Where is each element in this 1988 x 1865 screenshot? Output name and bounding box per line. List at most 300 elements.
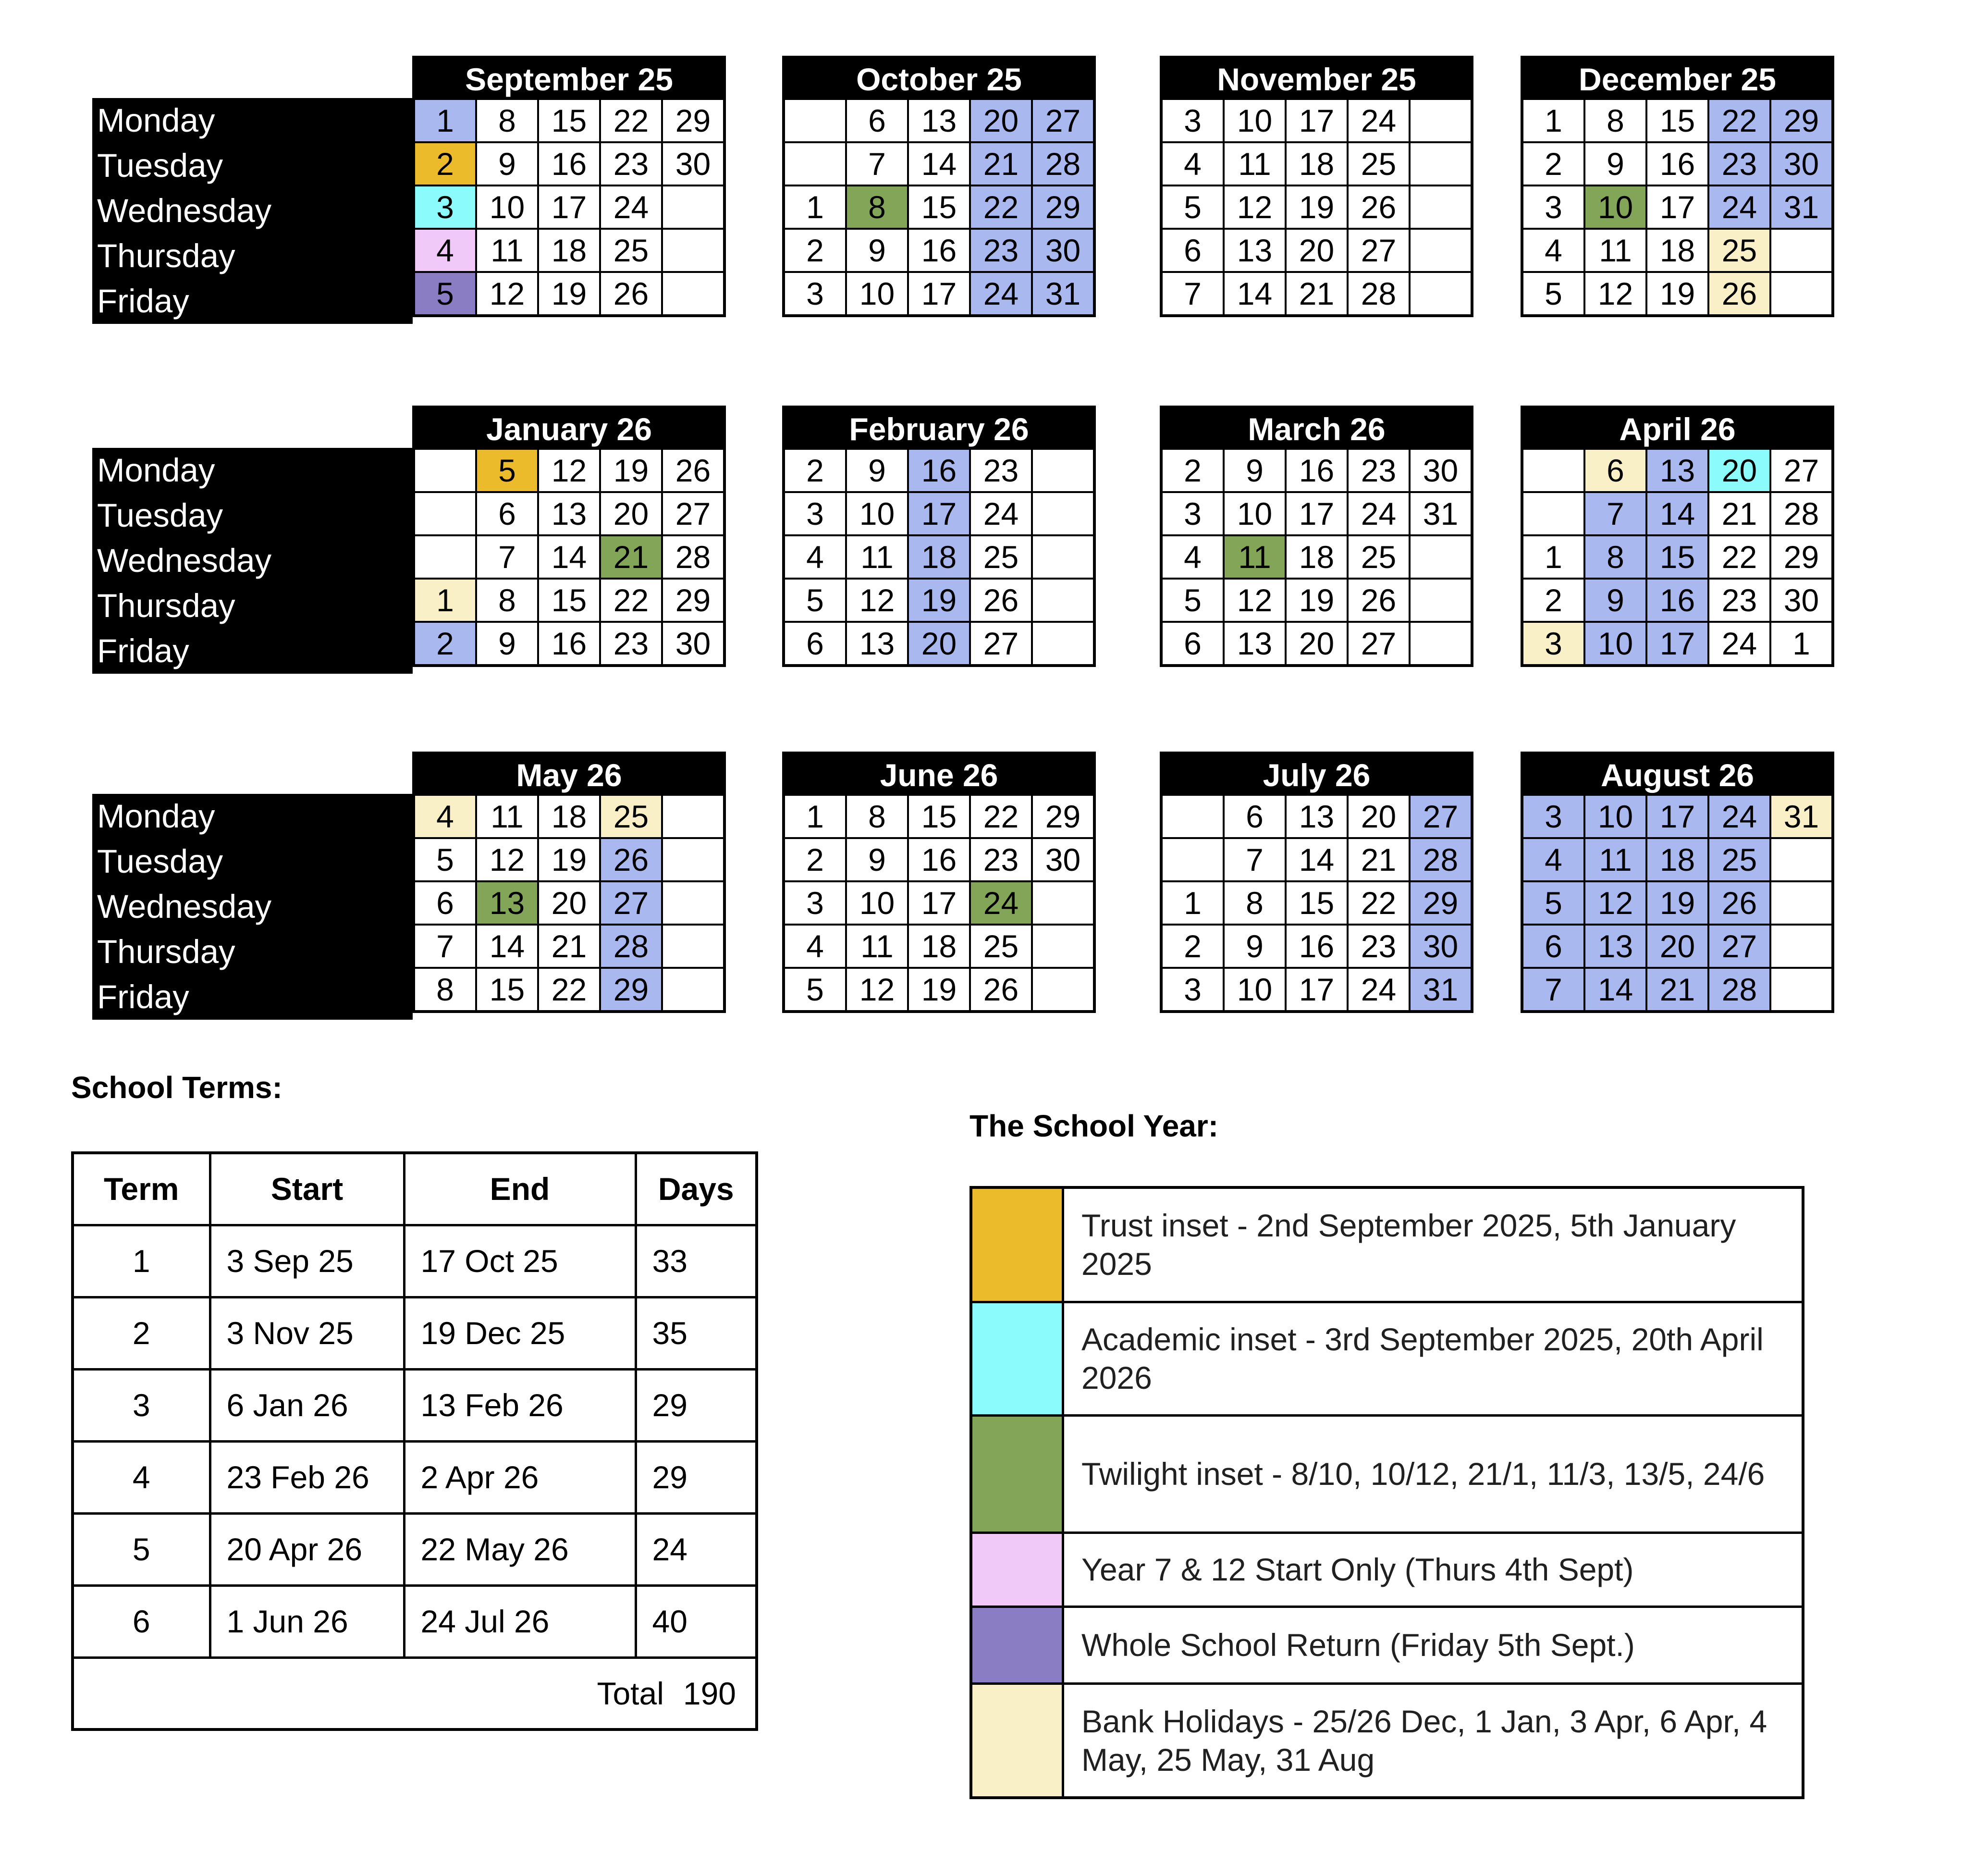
weekday-row	[1522, 535, 1833, 579]
day-cell: 1	[1522, 99, 1584, 142]
day-cell: 18	[1286, 535, 1348, 579]
day-cell: 17	[908, 881, 970, 925]
day-cell: 2	[1522, 579, 1584, 622]
day-label: Thursday	[92, 234, 413, 279]
month-grid	[782, 794, 1096, 1013]
month-title: January 26	[412, 406, 726, 448]
month-title: March 26	[1160, 406, 1473, 448]
month-calendar	[412, 406, 726, 667]
day-cell: 28	[662, 535, 724, 579]
day-cell: 24	[970, 272, 1032, 316]
weekday-row	[784, 579, 1094, 622]
day-cell: 12	[1584, 881, 1646, 925]
day-cell: 16	[1646, 142, 1708, 185]
day-cell: 20	[1646, 925, 1708, 968]
day-cell: 20	[600, 492, 662, 535]
day-cell: 22	[600, 99, 662, 142]
day-cell	[662, 838, 724, 881]
day-cell: 23	[970, 838, 1032, 881]
day-cell: 31	[1410, 968, 1472, 1012]
weekday-row	[784, 272, 1094, 316]
day-cell: 20	[1708, 449, 1770, 492]
terms-table	[71, 1151, 758, 1731]
day-cell: 16	[538, 622, 600, 666]
term-cell: 29	[636, 1441, 757, 1513]
weekday-row	[414, 838, 724, 881]
weekday-row	[784, 185, 1094, 229]
weekday-row	[784, 881, 1094, 925]
day-cell: 4	[414, 795, 476, 838]
day-cell: 19	[538, 838, 600, 881]
day-cell	[1410, 142, 1472, 185]
month-title: September 25	[412, 56, 726, 98]
weekday-row	[1161, 272, 1472, 316]
day-cell: 16	[1286, 449, 1348, 492]
weekday-row	[1161, 579, 1472, 622]
day-cell: 12	[476, 838, 538, 881]
day-cell: 27	[1032, 99, 1094, 142]
day-cell: 12	[1224, 579, 1286, 622]
weekday-row	[1522, 838, 1833, 881]
day-cell: 25	[600, 229, 662, 272]
day-cell	[414, 535, 476, 579]
day-label: Friday	[92, 975, 413, 1020]
day-cell: 29	[1032, 795, 1094, 838]
weekday-row	[784, 492, 1094, 535]
weekday-row	[1522, 968, 1833, 1012]
day-cell	[1522, 492, 1584, 535]
day-cell: 29	[662, 99, 724, 142]
term-row	[73, 1441, 757, 1513]
day-cell: 17	[1646, 622, 1708, 666]
day-cell: 8	[1584, 99, 1646, 142]
day-cell: 3	[1522, 185, 1584, 229]
day-cell	[1770, 925, 1833, 968]
day-cell: 12	[476, 272, 538, 316]
day-cell: 5	[1522, 272, 1584, 316]
day-cell: 6	[784, 622, 846, 666]
day-cell: 30	[662, 142, 724, 185]
day-cell: 6	[1584, 449, 1646, 492]
day-cell: 16	[538, 142, 600, 185]
day-cell: 28	[1770, 492, 1833, 535]
day-cell	[1032, 622, 1094, 666]
day-cell: 8	[414, 968, 476, 1012]
day-cell: 14	[908, 142, 970, 185]
day-cell: 26	[970, 968, 1032, 1012]
day-cell	[1410, 272, 1472, 316]
weekday-row	[1522, 185, 1833, 229]
day-cell: 10	[846, 492, 908, 535]
month-grid	[1521, 98, 1834, 317]
day-cell: 25	[600, 795, 662, 838]
day-cell: 30	[1770, 142, 1833, 185]
legend-row	[971, 1187, 1803, 1302]
day-cell	[1410, 99, 1472, 142]
day-cell: 27	[600, 881, 662, 925]
day-cell: 11	[846, 535, 908, 579]
term-cell: 2 Apr 26	[404, 1441, 636, 1513]
day-cell: 3	[1161, 492, 1224, 535]
weekday-row	[1522, 492, 1833, 535]
day-cell: 30	[1032, 838, 1094, 881]
day-cell: 29	[1032, 185, 1094, 229]
day-cell	[1032, 535, 1094, 579]
total-value: 190	[683, 1675, 736, 1711]
day-cell: 2	[784, 838, 846, 881]
weekday-row	[784, 142, 1094, 185]
day-cell: 6	[1522, 925, 1584, 968]
day-label: Friday	[92, 629, 413, 674]
month-grid	[1521, 794, 1834, 1013]
day-cell: 7	[1522, 968, 1584, 1012]
day-cell	[1770, 272, 1833, 316]
day-cell: 1	[414, 579, 476, 622]
day-cell: 2	[414, 142, 476, 185]
day-cell: 3	[784, 272, 846, 316]
month-title: December 25	[1521, 56, 1834, 98]
weekday-row	[784, 622, 1094, 666]
day-cell: 25	[970, 925, 1032, 968]
day-cell: 11	[846, 925, 908, 968]
weekday-row	[1161, 449, 1472, 492]
legend-title: The School Year:	[969, 1109, 1219, 1143]
weekday-row	[414, 579, 724, 622]
day-cell: 18	[908, 925, 970, 968]
weekday-row	[1522, 579, 1833, 622]
day-cell: 26	[1348, 579, 1410, 622]
day-cell: 7	[846, 142, 908, 185]
day-cell: 17	[1286, 99, 1348, 142]
day-cell: 5	[1161, 579, 1224, 622]
day-cell: 15	[1646, 535, 1708, 579]
day-cell: 1	[784, 185, 846, 229]
day-cell	[1770, 968, 1833, 1012]
month-grid	[782, 448, 1096, 667]
weekday-row	[784, 795, 1094, 838]
month-grid	[1160, 794, 1473, 1013]
day-cell: 11	[1584, 229, 1646, 272]
day-cell: 27	[1708, 925, 1770, 968]
weekday-row	[1161, 838, 1472, 881]
weekday-row	[1161, 622, 1472, 666]
day-cell: 22	[970, 185, 1032, 229]
weekday-row	[414, 449, 724, 492]
day-cell: 20	[908, 622, 970, 666]
day-cell	[1161, 838, 1224, 881]
legend-text: Twilight inset - 8/10, 10/12, 21/1, 11/3, 13/5, 24/6	[1063, 1415, 1803, 1532]
day-cell: 15	[908, 185, 970, 229]
day-cell: 18	[1286, 142, 1348, 185]
day-cell: 18	[1646, 838, 1708, 881]
term-cell: 3 Sep 25	[210, 1225, 404, 1297]
day-cell: 24	[970, 881, 1032, 925]
day-cell	[1522, 449, 1584, 492]
day-cell: 3	[1161, 99, 1224, 142]
day-cell: 24	[1348, 492, 1410, 535]
term-cell: 19 Dec 25	[404, 1297, 636, 1369]
day-cell	[1410, 535, 1472, 579]
weekday-row	[784, 229, 1094, 272]
day-cell	[414, 449, 476, 492]
day-cell: 17	[908, 492, 970, 535]
day-cell: 13	[908, 99, 970, 142]
legend-swatch	[971, 1302, 1063, 1415]
term-cell: 6 Jan 26	[210, 1369, 404, 1441]
weekday-row	[414, 968, 724, 1012]
month-title: February 26	[782, 406, 1096, 448]
day-cell	[1410, 229, 1472, 272]
day-cell: 7	[414, 925, 476, 968]
day-cell: 3	[1522, 622, 1584, 666]
day-cell: 28	[1410, 838, 1472, 881]
term-row	[73, 1585, 757, 1657]
day-cell: 19	[908, 968, 970, 1012]
legend-row	[971, 1532, 1803, 1606]
legend-text: Year 7 & 12 Start Only (Thurs 4th Sept)	[1063, 1532, 1803, 1606]
day-cell: 17	[1646, 795, 1708, 838]
weekday-row	[1522, 795, 1833, 838]
weekday-row	[1161, 185, 1472, 229]
day-cell	[662, 795, 724, 838]
weekday-row	[1161, 229, 1472, 272]
legend-table	[969, 1186, 1804, 1799]
day-cell: 10	[1224, 492, 1286, 535]
legend-row	[971, 1683, 1803, 1798]
day-cell: 5	[476, 449, 538, 492]
day-cell	[1032, 925, 1094, 968]
legend-text: Trust inset - 2nd September 2025, 5th January 2025	[1063, 1187, 1803, 1302]
day-cell: 1	[1161, 881, 1224, 925]
weekday-row	[414, 881, 724, 925]
day-cell: 4	[784, 535, 846, 579]
day-cell: 16	[1646, 579, 1708, 622]
weekday-row	[414, 795, 724, 838]
day-cell: 18	[908, 535, 970, 579]
legend-text: Whole School Return (Friday 5th Sept.)	[1063, 1606, 1803, 1683]
term-cell: 29	[636, 1369, 757, 1441]
day-cell: 6	[1161, 229, 1224, 272]
day-cell: 7	[1224, 838, 1286, 881]
day-cell: 26	[600, 272, 662, 316]
day-cell: 28	[1032, 142, 1094, 185]
day-cell: 3	[784, 881, 846, 925]
day-cell: 15	[476, 968, 538, 1012]
day-cell	[662, 968, 724, 1012]
day-cell: 2	[784, 229, 846, 272]
day-cell: 12	[1584, 272, 1646, 316]
day-cell: 16	[908, 229, 970, 272]
day-cell: 27	[1770, 449, 1833, 492]
day-cell: 3	[414, 185, 476, 229]
day-cell: 8	[846, 185, 908, 229]
day-cell: 18	[1646, 229, 1708, 272]
day-cell: 13	[1584, 925, 1646, 968]
day-cell: 24	[1348, 968, 1410, 1012]
day-cell: 16	[908, 838, 970, 881]
legend-swatch	[971, 1683, 1063, 1798]
day-cell: 20	[1286, 622, 1348, 666]
day-cell: 20	[1286, 229, 1348, 272]
day-cell: 6	[846, 99, 908, 142]
weekday-row	[784, 925, 1094, 968]
month-calendar	[412, 752, 726, 1013]
day-cell: 4	[1522, 229, 1584, 272]
day-cell: 9	[846, 838, 908, 881]
day-cell: 6	[1161, 622, 1224, 666]
legend-text: Bank Holidays - 25/26 Dec, 1 Jan, 3 Apr, 6 Apr, 4 May, 25 May, 31 Aug	[1063, 1683, 1803, 1798]
day-cell: 11	[476, 229, 538, 272]
day-cell: 11	[1224, 535, 1286, 579]
day-cell: 13	[1224, 622, 1286, 666]
term-cell: 3	[73, 1369, 210, 1441]
day-cell: 23	[970, 229, 1032, 272]
day-label: Thursday	[92, 929, 413, 975]
term-cell: 24	[636, 1513, 757, 1585]
day-cell: 20	[538, 881, 600, 925]
day-label: Wednesday	[92, 884, 413, 929]
day-label: Friday	[92, 279, 413, 324]
day-cell	[1032, 492, 1094, 535]
day-cell: 25	[1708, 838, 1770, 881]
day-cell: 27	[970, 622, 1032, 666]
month-calendar	[1160, 752, 1473, 1013]
day-cell: 17	[1646, 185, 1708, 229]
calendar-row	[0, 406, 1988, 713]
term-cell: 22 May 26	[404, 1513, 636, 1585]
weekday-row	[1161, 968, 1472, 1012]
legend-row	[971, 1302, 1803, 1415]
terms-total	[73, 1657, 757, 1729]
day-cell: 31	[1770, 795, 1833, 838]
day-cell: 19	[908, 579, 970, 622]
day-cell: 10	[1584, 622, 1646, 666]
day-cell	[1770, 229, 1833, 272]
day-cell: 12	[846, 968, 908, 1012]
day-cell: 5	[1161, 185, 1224, 229]
day-cell: 2	[414, 622, 476, 666]
day-cell: 15	[908, 795, 970, 838]
day-cell: 25	[1348, 535, 1410, 579]
day-cell	[1032, 968, 1094, 1012]
day-cell: 26	[1348, 185, 1410, 229]
month-calendar	[1160, 56, 1473, 317]
day-labels	[92, 448, 413, 674]
day-cell: 9	[1584, 142, 1646, 185]
weekday-row	[1522, 272, 1833, 316]
term-cell: 24 Jul 26	[404, 1585, 636, 1657]
legend-swatch	[971, 1532, 1063, 1606]
terms-header: Start	[210, 1153, 404, 1225]
term-cell: 23 Feb 26	[210, 1441, 404, 1513]
day-cell: 19	[1646, 881, 1708, 925]
day-cell: 25	[1708, 229, 1770, 272]
day-cell: 29	[1410, 881, 1472, 925]
day-cell: 17	[538, 185, 600, 229]
day-label: Wednesday	[92, 538, 413, 583]
day-cell: 14	[1286, 838, 1348, 881]
day-cell: 15	[1286, 881, 1348, 925]
term-row	[73, 1513, 757, 1585]
weekday-row	[784, 968, 1094, 1012]
day-cell: 22	[1708, 99, 1770, 142]
day-cell: 23	[1708, 142, 1770, 185]
day-cell: 28	[600, 925, 662, 968]
month-grid	[1521, 448, 1834, 667]
day-labels	[92, 794, 413, 1020]
day-cell: 21	[1708, 492, 1770, 535]
weekday-row	[1522, 99, 1833, 142]
term-cell: 13 Feb 26	[404, 1369, 636, 1441]
weekday-row	[1161, 99, 1472, 142]
month-grid	[782, 98, 1096, 317]
day-cell: 16	[1286, 925, 1348, 968]
month-calendar	[1521, 406, 1834, 667]
term-cell: 35	[636, 1297, 757, 1369]
day-cell: 5	[784, 579, 846, 622]
month-title: August 26	[1521, 752, 1834, 794]
day-cell: 11	[476, 795, 538, 838]
day-label: Tuesday	[92, 143, 413, 188]
weekday-row	[784, 838, 1094, 881]
month-title: July 26	[1160, 752, 1473, 794]
day-cell: 21	[1348, 838, 1410, 881]
weekday-row	[414, 272, 724, 316]
day-label: Tuesday	[92, 493, 413, 538]
day-cell: 19	[600, 449, 662, 492]
day-cell: 9	[1224, 925, 1286, 968]
day-cell: 22	[600, 579, 662, 622]
calendar-row	[0, 752, 1988, 1059]
terms-header: Term	[73, 1153, 210, 1225]
term-row	[73, 1225, 757, 1297]
day-cell: 16	[908, 449, 970, 492]
day-cell: 1	[784, 795, 846, 838]
day-cell: 8	[846, 795, 908, 838]
day-cell: 1	[1522, 535, 1584, 579]
day-cell: 6	[414, 881, 476, 925]
weekday-row	[414, 535, 724, 579]
day-cell: 28	[1708, 968, 1770, 1012]
term-cell: 1	[73, 1225, 210, 1297]
day-cell: 11	[1584, 838, 1646, 881]
day-cell: 5	[414, 838, 476, 881]
day-cell: 10	[846, 881, 908, 925]
day-cell: 13	[1224, 229, 1286, 272]
weekday-row	[1161, 925, 1472, 968]
term-cell: 2	[73, 1297, 210, 1369]
day-cell: 26	[600, 838, 662, 881]
weekday-row	[1161, 492, 1472, 535]
day-cell	[414, 492, 476, 535]
day-cell: 2	[1161, 449, 1224, 492]
day-cell: 23	[600, 142, 662, 185]
weekday-row	[1522, 142, 1833, 185]
terms-total-row	[73, 1657, 757, 1729]
day-cell: 15	[1646, 99, 1708, 142]
day-cell: 25	[970, 535, 1032, 579]
weekday-row	[414, 622, 724, 666]
day-cell	[1032, 881, 1094, 925]
day-cell: 29	[1770, 99, 1833, 142]
term-cell: 6	[73, 1585, 210, 1657]
day-cell: 19	[538, 272, 600, 316]
day-cell: 9	[1224, 449, 1286, 492]
day-cell: 8	[476, 99, 538, 142]
month-title: June 26	[782, 752, 1096, 794]
day-cell: 19	[1286, 185, 1348, 229]
day-cell: 6	[1224, 795, 1286, 838]
